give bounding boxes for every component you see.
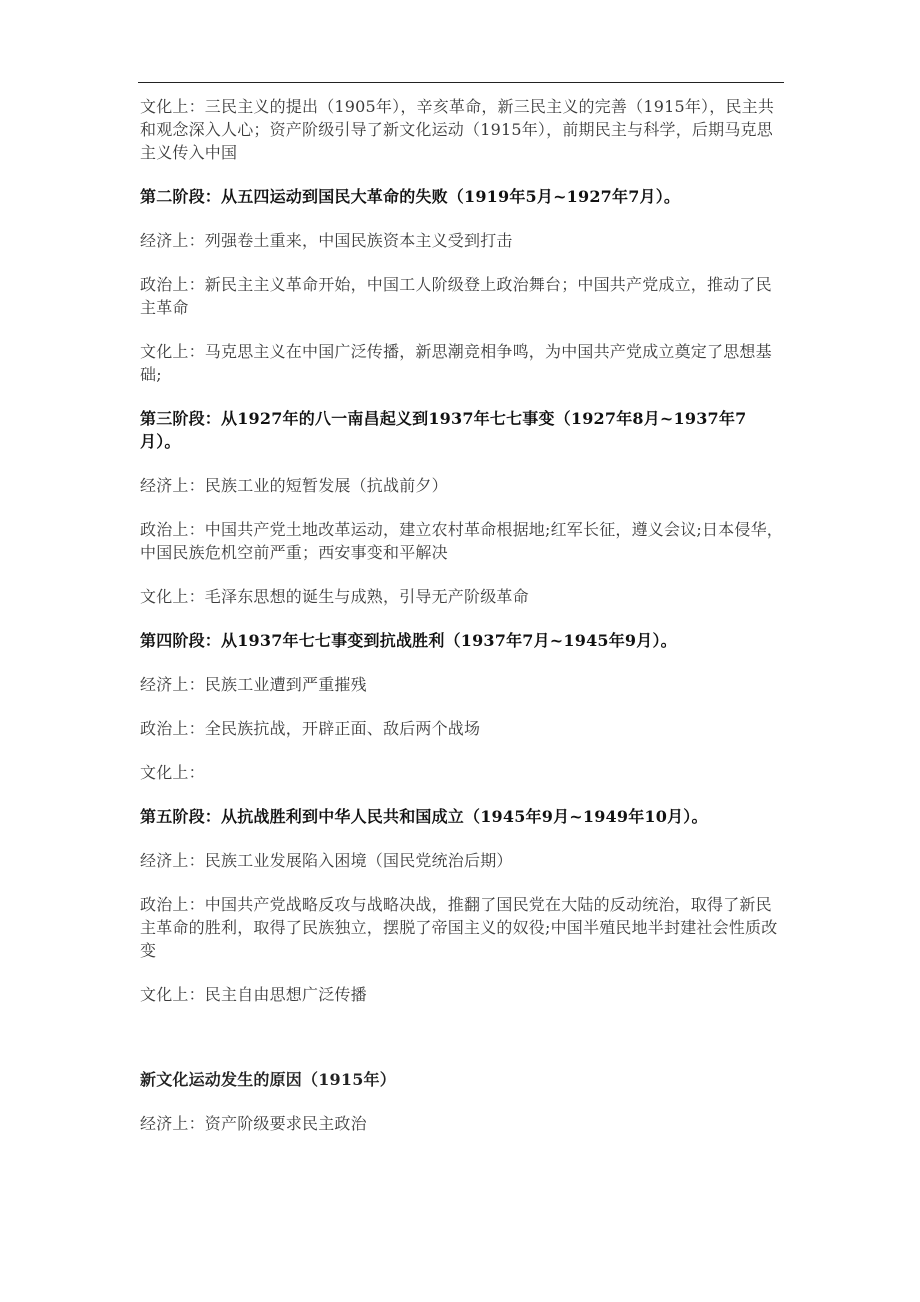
paragraph-culture-stage1: 文化上：三民主义的提出（1905年），辛亥革命，新三民主义的完善（1915年），民主共和观念深入人心；资产阶级引导了新文化运动（1915年），前期民主与科学，后期马克思主义传入中国 [140, 97, 775, 162]
paragraph-economy-stage4: 经济上：民族工业遭到严重摧残 [140, 675, 367, 694]
paragraph-politics-stage4: 政治上：全民族抗战，开辟正面、敌后两个战场 [140, 719, 481, 738]
header-rule [138, 82, 784, 83]
paragraph-culture-stage4: 文化上： [140, 763, 205, 782]
paragraph-economy-causes: 经济上：资产阶级要求民主政治 [140, 1114, 367, 1133]
paragraph-economy-stage2: 经济上：列强卷土重来，中国民族资本主义受到打击 [140, 231, 513, 250]
paragraph-economy-stage5: 经济上：民族工业发展陷入困境（国民党统治后期） [140, 851, 513, 870]
heading-new-culture-movement-causes: 新文化运动发生的原因（1915年） [140, 1070, 396, 1089]
paragraph-economy-stage3: 经济上：民族工业的短暂发展（抗战前夕） [140, 476, 448, 495]
paragraph-culture-stage2: 文化上：马克思主义在中国广泛传播，新思潮竞相争鸣，为中国共产党成立奠定了思想基础; [140, 342, 772, 384]
heading-stage2: 第二阶段：从五四运动到国民大革命的失败（1919年5月~1927年7月）。 [140, 187, 681, 206]
document-body [140, 95, 784, 1135]
paragraph-politics-stage3: 政治上：中国共产党土地改革运动，建立农村革命根据地;红军长征，遵义会议;日本侵华，中国民族危机空前严重；西安事变和平解决 [140, 520, 783, 562]
heading-stage3: 第三阶段：从1927年的八一南昌起义到1937年七七事变（1927年8月~1937年7月）。 [140, 409, 747, 451]
heading-stage5: 第五阶段：从抗战胜利到中华人民共和国成立（1945年9月~1949年10月）。 [140, 807, 708, 826]
paragraph-culture-stage5: 文化上：民主自由思想广泛传播 [140, 985, 367, 1004]
paragraph-culture-stage3: 文化上：毛泽东思想的诞生与成熟，引导无产阶级革命 [140, 587, 529, 606]
heading-stage4: 第四阶段：从1937年七七事变到抗战胜利（1937年7月~1945年9月）。 [140, 631, 677, 650]
paragraph-politics-stage2: 政治上：新民主主义革命开始，中国工人阶级登上政治舞台；中国共产党成立，推动了民主革命 [140, 275, 772, 317]
paragraph-politics-stage5: 政治上：中国共产党战略反攻与战略决战，推翻了国民党在大陆的反动统治，取得了新民主革命的胜利，取得了民族独立，摆脱了帝国主义的奴役;中国半殖民地半封建社会性质改变 [140, 895, 778, 960]
